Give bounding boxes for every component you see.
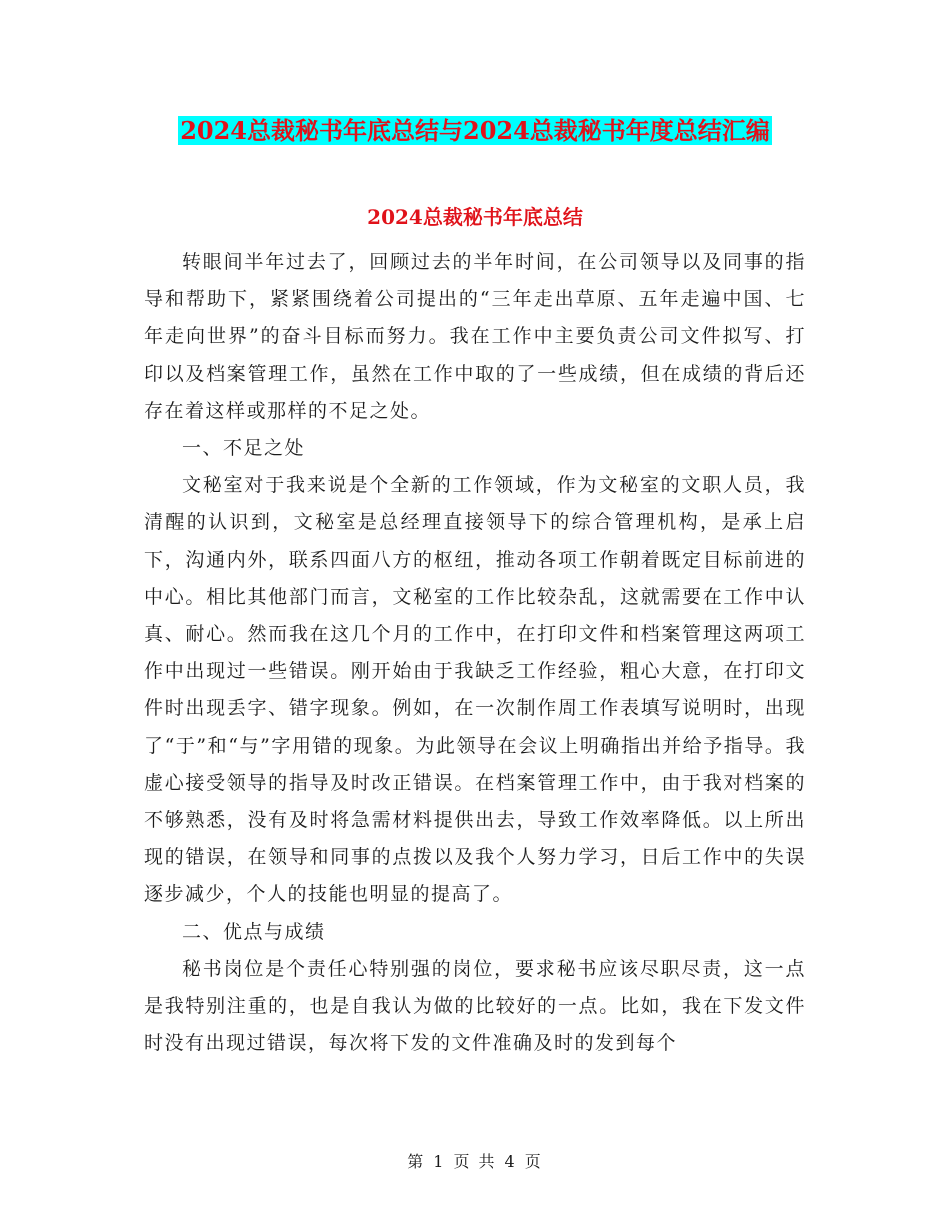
page-footer: [0, 1150, 950, 1174]
paragraph-intro: 转眼间半年过去了，回顾过去的半年时间，在公司领导以及同事的指导和帮助下，紧紧围绕着公司提出的“三年走出草原、五年走遍中国、七年走向世界”的奋斗目标而努力。我在工作中主要负责公司文件拟写、打印以及档案管理工作，虽然在工作中取的了一些成绩，但在成绩的背后还存在着这样或那样的不足之处。: [144, 251, 806, 422]
section-title: 2024总裁秘书年底总结: [367, 205, 583, 229]
footer-middle: 页 共: [453, 1152, 497, 1171]
document-main-title: [0, 113, 950, 149]
footer-suffix: 页: [524, 1152, 543, 1171]
document-body: [144, 244, 806, 1062]
heading-shortcomings: 一、不足之处: [182, 437, 306, 460]
main-title-highlight: 2024总裁秘书年底总结与2024总裁秘书年度总结汇编: [180, 116, 770, 145]
paragraph-strengths: 秘书岗位是个责任心特别强的岗位，要求秘书应该尽职尽责，这一点是我特别注重的，也是自我认为做的比较好的一点。比如，我在下发文件时没有出现过错误，每次将下发的文件准确及时的发到每个: [144, 957, 806, 1055]
footer-prefix: 第: [407, 1152, 426, 1171]
heading-strengths: 二、优点与成绩: [182, 920, 326, 943]
footer-page-number: 1: [433, 1152, 446, 1171]
footer-total-pages: 4: [504, 1152, 517, 1171]
paragraph-shortcomings: 文秘室对于我来说是个全新的工作领域，作为文秘室的文职人员，我清醒的认识到，文秘室是总经理直接领导下的综合管理机构，是承上启下，沟通内外，联系四面八方的枢纽，推动各项工作朝着既定目标前进的中心。相比其他部门而言，文秘室的工作比较杂乱，这就需要在工作中认真、耐心。然而我在这几个月的工作中，在打印文件和档案管理这两项工作中出现过一些错误。刚开始由于我缺乏工作经验，粗心大意，在打印文件时出现丢字、错字现象。例如，在一次制作周工作表填写说明时，出现了“于”和“与”字用错的现象。为此领导在会议上明确指出并给予指导。我虚心接受领导的指导及时改正错误。在档案管理工作中，由于我对档案的不够熟悉，没有及时将急需材料提供出去，导致工作效率降低。以上所出现的错误，在领导和同事的点拨以及我个人努力学习，日后工作中的失误逐步减少，个人的技能也明显的提高了。: [144, 474, 806, 906]
